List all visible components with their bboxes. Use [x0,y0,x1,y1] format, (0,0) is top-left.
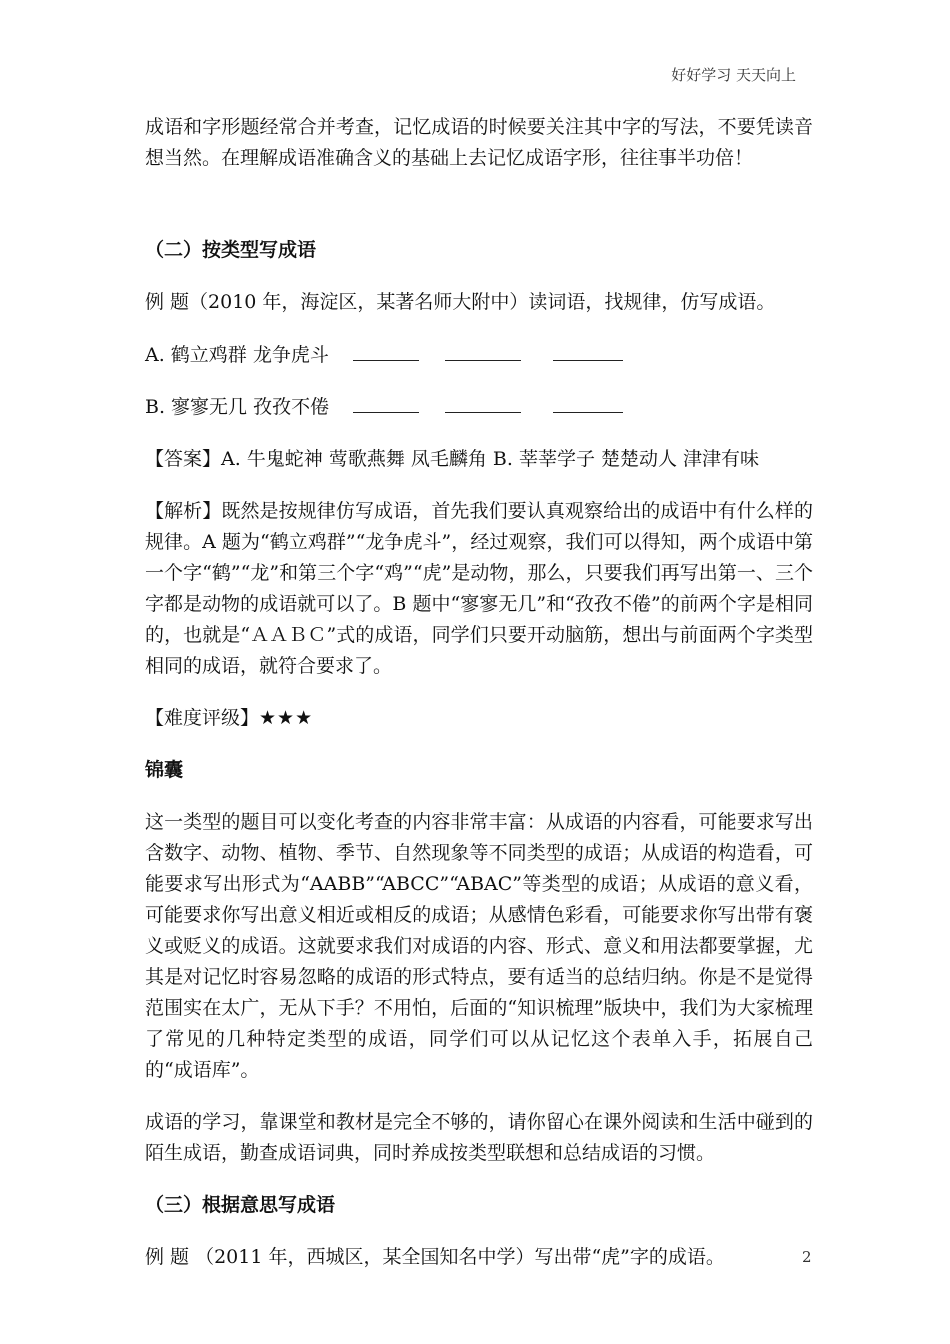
section2-example: 例 题（2010 年，海淀区，某著名师大附中）读词语，找规律，仿写成语。 [145,291,776,313]
item-a-text: A. 鹤立鸡群 龙争虎斗 [145,344,329,366]
intro-paragraph: 成语和字形题经常合并考查，记忆成语的时候要关注其中字的写法，不要凭读音想当然。在理解成语准确含义的基础上去记忆成语字形，往往事半功倍！ [145,116,813,169]
tips-paragraph-2: 成语的学习，靠课堂和教材是完全不够的，请你留心在课外阅读和生活中碰到的陌生成语，勤查成语词典，同时养成按类型联想和总结成语的习惯。 [145,1111,813,1164]
section3-example: 例 题 （2011 年，西城区，某全国知名中学）写出带“虎”字的成语。 [145,1246,725,1268]
answer-blank [445,398,521,413]
section3-title: （三）根据意思写成语 [145,1194,336,1216]
tips-title: 锦囊 [145,759,184,781]
item-a-line [145,340,813,371]
answer-blank [553,346,623,361]
item-b-text: B. 寥寥无几 孜孜不倦 [145,396,330,418]
difficulty-label: 【难度评级】 [145,707,260,729]
answer-blank [353,346,419,361]
answer-line: 【答案】A. 牛鬼蛇神 莺歌燕舞 凤毛麟角 B. 莘莘学子 楚楚动人 津津有味 [145,448,760,470]
tips-paragraph-1: 这一类型的题目可以变化考查的内容非常丰富：从成语的内容看，可能要求写出含数字、动物、植物、季节、自然现象等不同类型的成语；从成语的构造看，可能要求写出形式为“AABB”“ABCC”“ABAC”等类型的成语；从成语的意义看，可能要求你写出意义相近或相反的成语；从感情色彩看，可能要求你写出带有褒义或贬义的成语。这就要求我们对成语的内容、形式、意义和用法都要掌握，尤其是对记忆时容易忽略的成语的形式特点，要有适当的总结归纳。你是不是觉得范围实在太广，无从下手？不用怕，后面的“知识梳理”版块中，我们为大家梳理了常见的几种特定类型的成语，同学们可以从记忆这个表单入手，拓展自己的“成语库”。 [145,811,813,1081]
answer-blank [353,398,419,413]
section2-title: （二）按类型写成语 [145,239,317,261]
answer-blank [553,398,623,413]
difficulty-stars: ★★★ [259,707,314,729]
answer-blank [445,346,521,361]
page-number: 2 [802,1248,812,1266]
page-header: 好好学习 天天向上 [671,66,796,84]
document-body [145,112,813,1273]
difficulty-line [145,703,813,734]
item-b-line [145,392,813,423]
analysis-paragraph: 【解析】既然是按规律仿写成语，首先我们要认真观察给出的成语中有什么样的规律。A 题为“鹤立鸡群”“龙争虎斗”，经过观察，我们可以得知，两个成语中第一个字“鹤”“龙”和第三个字“鸡”“虎”是动物，那么，只要我们再写出第一、三个字都是动物的成语就可以了。B 题中“寥寥无几”和“孜孜不倦”的前两个字是相同的，也就是“ＡＡＢＣ”式的成语，同学们只要开动脑筋，想出与前面两个字类型相同的成语，就符合要求了。 [145,500,813,677]
